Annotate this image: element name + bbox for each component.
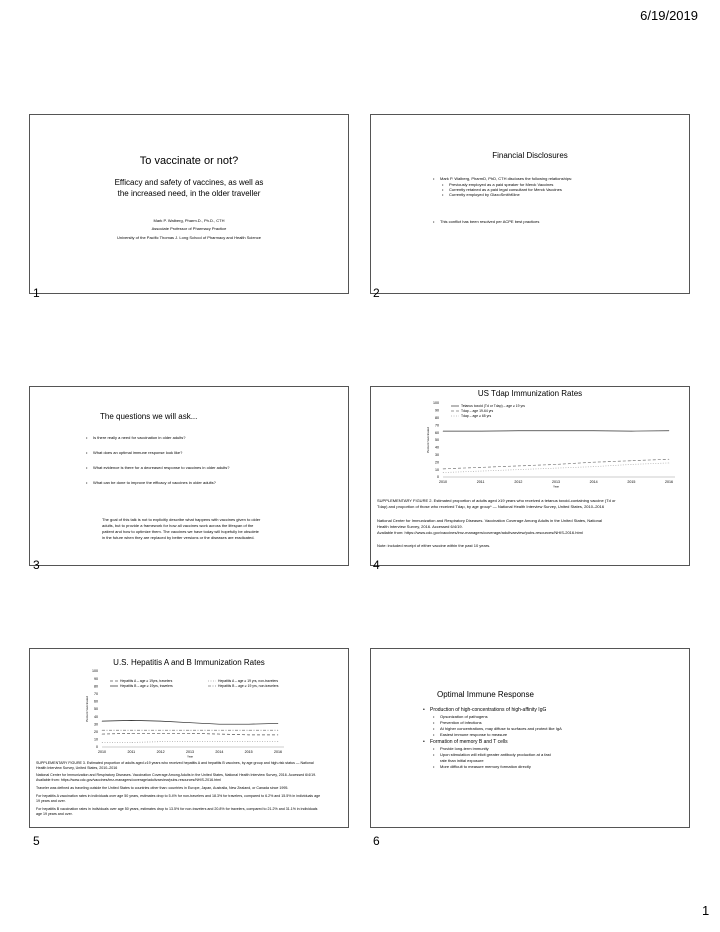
immune-section [423, 739, 508, 746]
y-tick-label: 30 [94, 722, 98, 727]
legend-label: Hepatitis A – age ≥ 19yrs, travelers [120, 679, 173, 684]
data-point [669, 431, 670, 432]
legend-label: Hepatitis B – age ≥ 19yrs, travelers [120, 684, 173, 689]
slide-number: 2 [373, 286, 380, 300]
data-point [102, 730, 103, 731]
immune-items [433, 746, 553, 770]
y-tick-label: 80 [94, 684, 98, 689]
x-tick-label: 2010 [439, 480, 447, 484]
y-tick-label: 30 [435, 453, 439, 457]
slide-title: To vaccinate or not? [139, 155, 239, 167]
data-point [160, 741, 161, 742]
immune-item: • Provide long-term immunity [433, 746, 553, 752]
page-date: 6/19/2019 [640, 8, 698, 23]
disclosure-note: • This conflict has been resolved per ACPE best practices [433, 219, 539, 224]
x-tick-label: 2015 [244, 750, 253, 754]
slide-subtitle: the increased need, in the older traveller [117, 189, 261, 198]
y-tick-label: 40 [94, 714, 98, 719]
x-tick-label: 2016 [274, 750, 282, 754]
x-tick-label: 2014 [589, 480, 598, 484]
slide-title: The questions we will ask... [100, 412, 198, 421]
question-item: • What can be done to improve the efficacy of vaccines in older adults? [86, 480, 296, 485]
y-tick-label: 20 [94, 730, 98, 734]
disclosure-item: • Currently employed by GlaxoSmithKline [442, 192, 562, 197]
disclosure-item: • Previously employed as a paid speaker for Merck Vaccines [442, 182, 562, 187]
hepatitis-chart [30, 649, 348, 761]
source-link[interactable]: Available from: https://www.cdc.gov/vaccines/imz-managers/coverage/adultvaxview/pubs-resources/NHIS-2016.html [36, 778, 221, 782]
data-point [248, 730, 249, 731]
question-list [86, 435, 296, 485]
data-point [593, 466, 594, 467]
data-point [278, 723, 279, 724]
slide-number: 5 [33, 834, 40, 848]
figure-caption: Tdap) and proportion of those who received Tdap, by age group* — National Health Interview Survey, United States, 2010–2016 [377, 504, 605, 509]
data-point [190, 733, 191, 734]
y-tick-label: 80 [435, 416, 439, 420]
x-tick-label: 2012 [156, 750, 165, 754]
disclosure-note-list [433, 219, 539, 224]
x-tick-label: 2015 [627, 480, 636, 484]
data-point [131, 720, 132, 721]
y-axis-label: Percent Vaccinated [85, 696, 89, 722]
slide-number: 1 [33, 286, 40, 300]
x-tick-label: 2011 [127, 750, 136, 754]
y-tick-label: 90 [435, 408, 439, 413]
series-line [443, 459, 669, 469]
disclosure-item: • Currently retained as a paid legal consultant for Merck Vaccines [442, 187, 562, 192]
y-tick-label: 60 [94, 699, 98, 704]
footnote: 19 years and over. [36, 799, 66, 803]
data-point [190, 722, 191, 723]
source-line: National Center for Immunization and Respiratory Diseases. Vaccination Coverage Among Adults in the United States, National [377, 518, 602, 523]
source-link[interactable]: Available from: https://www.cdc.gov/vaccines/imz-managers/coverage/adultvaxview/pubs-resources/NHIS-2016.html [377, 530, 583, 535]
data-point [102, 734, 103, 735]
legend-label: Hepatitis A – age ≥ 19 yrs, non-travelers [218, 679, 279, 684]
data-point [593, 431, 594, 432]
y-tick-label: 70 [94, 692, 98, 696]
data-point [219, 734, 220, 735]
page-footer-number: 1 [702, 903, 710, 918]
data-point [669, 459, 670, 460]
y-tick-label: 10 [435, 467, 439, 472]
data-point [593, 462, 594, 463]
question-item: • What evidence is there for a decreased response to vaccines in older adults? [86, 465, 243, 470]
data-point [248, 735, 249, 736]
y-tick-label: 60 [435, 430, 439, 435]
data-point [443, 472, 444, 473]
slide-number: 4 [373, 558, 380, 572]
legend-label: Tdap – age 19-64 yrs [461, 409, 494, 414]
question-item: • What does an optimal immune response look like? [86, 450, 296, 455]
slide-3 [29, 386, 349, 566]
slide-6 [370, 648, 690, 828]
source-line: Health Interview Survey, 2016. Accessed 6/4/19. [377, 524, 463, 529]
y-tick-label: 100 [92, 669, 98, 674]
author-role: Associate Professor of Pharmacy Practice [151, 226, 227, 231]
paragraph-line: in the future when they are replaced by better versions or the diseases are eradicated. [102, 535, 255, 540]
data-point [160, 733, 161, 734]
y-tick-label: 20 [435, 460, 439, 465]
footnote: age 19 years and over. [36, 812, 73, 816]
y-tick-label: 50 [94, 707, 98, 712]
x-tick-label: 2010 [98, 750, 106, 754]
footnote: For hepatitis A vaccination rates in individuals over age 50 years, estimates drop to 5.4% for non-travelers and 18.3% for travelers, compared to 6.2% and 15.5% in individuals age [36, 794, 321, 798]
footnote: Note: included receipt of either vaccine within the past 10 years. [377, 543, 491, 548]
data-point [443, 469, 444, 470]
source-line: National Center for Immunization and Respiratory Diseases. Vaccination Coverage Among Adults in the United States, National Health Interview Survey, 2016. Accessed 6/4/19. [36, 773, 317, 777]
section-heading: • Production of high-concentrations of high-affinity IgG [423, 707, 546, 714]
x-tick-label: 2013 [186, 750, 194, 754]
data-point [443, 431, 444, 432]
data-point [248, 741, 249, 742]
disclosure-intro: • Mark P. Walberg, PharmD, PhD, CTH discloses the following relationships: [433, 176, 572, 181]
footnote: Traveler was defined as traveling outside the United States to countries other than: countries in Europe, Japan, Australia, New Zealand, or Canada since 1995. [36, 786, 289, 790]
footnote: For hepatitis B vaccination rates in individuals over age 50 years, estimates drop to 13.5% for non-travelers and 20.8% for travelers, compared to 21.2% and 31.1% in individuals [36, 807, 318, 811]
data-point [219, 724, 220, 725]
y-tick-label: 0 [437, 475, 439, 480]
data-point [278, 730, 279, 731]
y-axis-label: Percent Vaccinated [426, 427, 430, 453]
tdap-chart [371, 387, 689, 499]
slide-title: Financial Disclosures [492, 151, 568, 160]
paragraph-line: The goal of this talk is not to explicitly describe what happens with vaccines given to older [102, 517, 261, 522]
data-point [219, 730, 220, 731]
y-tick-label: 0 [96, 745, 98, 750]
legend-label: Tetanus toxoid (Td or Tdap) – age ≥ 19 yrs [461, 404, 525, 409]
data-point [556, 468, 557, 469]
immune-item: • Easiest immune response to measure [433, 732, 562, 738]
data-point [518, 431, 519, 432]
x-tick-label: 2013 [552, 480, 560, 484]
slide-2 [370, 114, 690, 294]
y-tick-label: 50 [435, 438, 439, 443]
data-point [631, 431, 632, 432]
y-tick-label: 70 [435, 423, 439, 428]
paragraph-line: adults, but to provide a framework for how all vaccines work across the lifespan of the [102, 523, 254, 528]
question-item: • Is there really a need for vaccination in older adults? [86, 435, 296, 440]
immune-item: • Opsonization of pathogens [433, 714, 562, 720]
data-point [631, 464, 632, 465]
figure-caption: Health Interview Survey, United States, 2010–2016 [36, 766, 118, 770]
slide-number: 6 [373, 834, 380, 848]
immune-item: • Prevention of infections [433, 720, 562, 726]
data-point [631, 460, 632, 461]
data-point [669, 463, 670, 464]
data-point [518, 469, 519, 470]
data-point [160, 721, 161, 722]
data-point [190, 741, 191, 742]
slide-number: 3 [33, 558, 40, 572]
data-point [480, 431, 481, 432]
legend-label: Tdap – age ≥ 65 yrs [461, 414, 492, 419]
figure-caption: SUPPLEMENTARY FIGURE 2. Estimated proportion of adults aged ≥19 years who received a tetanus toxoid-containing vaccine (Td or [377, 498, 616, 503]
disclosure-list [433, 176, 572, 181]
x-tick-label: 2012 [514, 480, 523, 484]
x-tick-label: 2014 [215, 750, 224, 754]
chart-title: U.S. Hepatitis A and B Immunization Rates [113, 658, 265, 667]
legend-label: Hepatitis B – age ≥ 19 yrs, non-travelers [218, 684, 279, 689]
immune-item: • Upon stimulation will elicit greater antibody production at a fast rate than initial exposure [433, 752, 553, 764]
slide-1 [29, 114, 349, 294]
data-point [219, 741, 220, 742]
author-name: Mark P. Walberg, Pharm.D., Ph.D., CTH [153, 218, 225, 223]
slide-4 [370, 386, 690, 566]
immune-section [423, 707, 546, 714]
data-point [131, 742, 132, 743]
figure-caption: SUPPLEMENTARY FIGURE 3. Estimated proportion of adults aged ≥19 years who received hepatitis A and hepatitis B vaccines, by age group and high-risk status — National [36, 761, 314, 765]
data-point [278, 735, 279, 736]
data-point [190, 730, 191, 731]
data-point [278, 741, 279, 742]
section-heading: • Formation of memory B and T cells [423, 739, 508, 746]
data-point [556, 464, 557, 465]
data-point [480, 471, 481, 472]
disclosure-items [442, 182, 562, 197]
data-point [131, 730, 132, 731]
data-point [160, 730, 161, 731]
data-point [480, 467, 481, 468]
x-tick-label: 2011 [476, 480, 485, 484]
data-point [518, 466, 519, 467]
slide-subtitle: Efficacy and safety of vaccines, as well as [114, 178, 264, 187]
data-point [248, 724, 249, 725]
immune-item: • At higher concentrations, may diffuse to surfaces and protect like IgA [433, 726, 562, 732]
slide-title: Optimal Immune Response [437, 690, 534, 699]
series-line [102, 720, 278, 724]
immune-items [433, 714, 562, 738]
data-point [131, 733, 132, 734]
paragraph-line: patient and how to optimize them. The vaccines we have today will hopefully be obsolete [102, 529, 259, 534]
x-tick-label: 2016 [665, 480, 673, 484]
data-point [102, 742, 103, 743]
y-tick-label: 40 [435, 445, 439, 450]
data-point [556, 431, 557, 432]
author-affiliation: University of the Pacific Thomas J. Long School of Pharmacy and Health Science [117, 235, 261, 240]
y-tick-label: 90 [94, 676, 98, 681]
slide-5 [29, 648, 349, 828]
data-point [102, 721, 103, 722]
x-axis-label: Year [186, 754, 194, 759]
immune-item: • More difficult to measure memory formation directly [433, 764, 553, 770]
y-tick-label: 10 [94, 737, 98, 742]
chart-title: US Tdap Immunization Rates [477, 389, 583, 398]
y-tick-label: 100 [433, 401, 439, 406]
x-axis-label: Year [552, 484, 560, 489]
